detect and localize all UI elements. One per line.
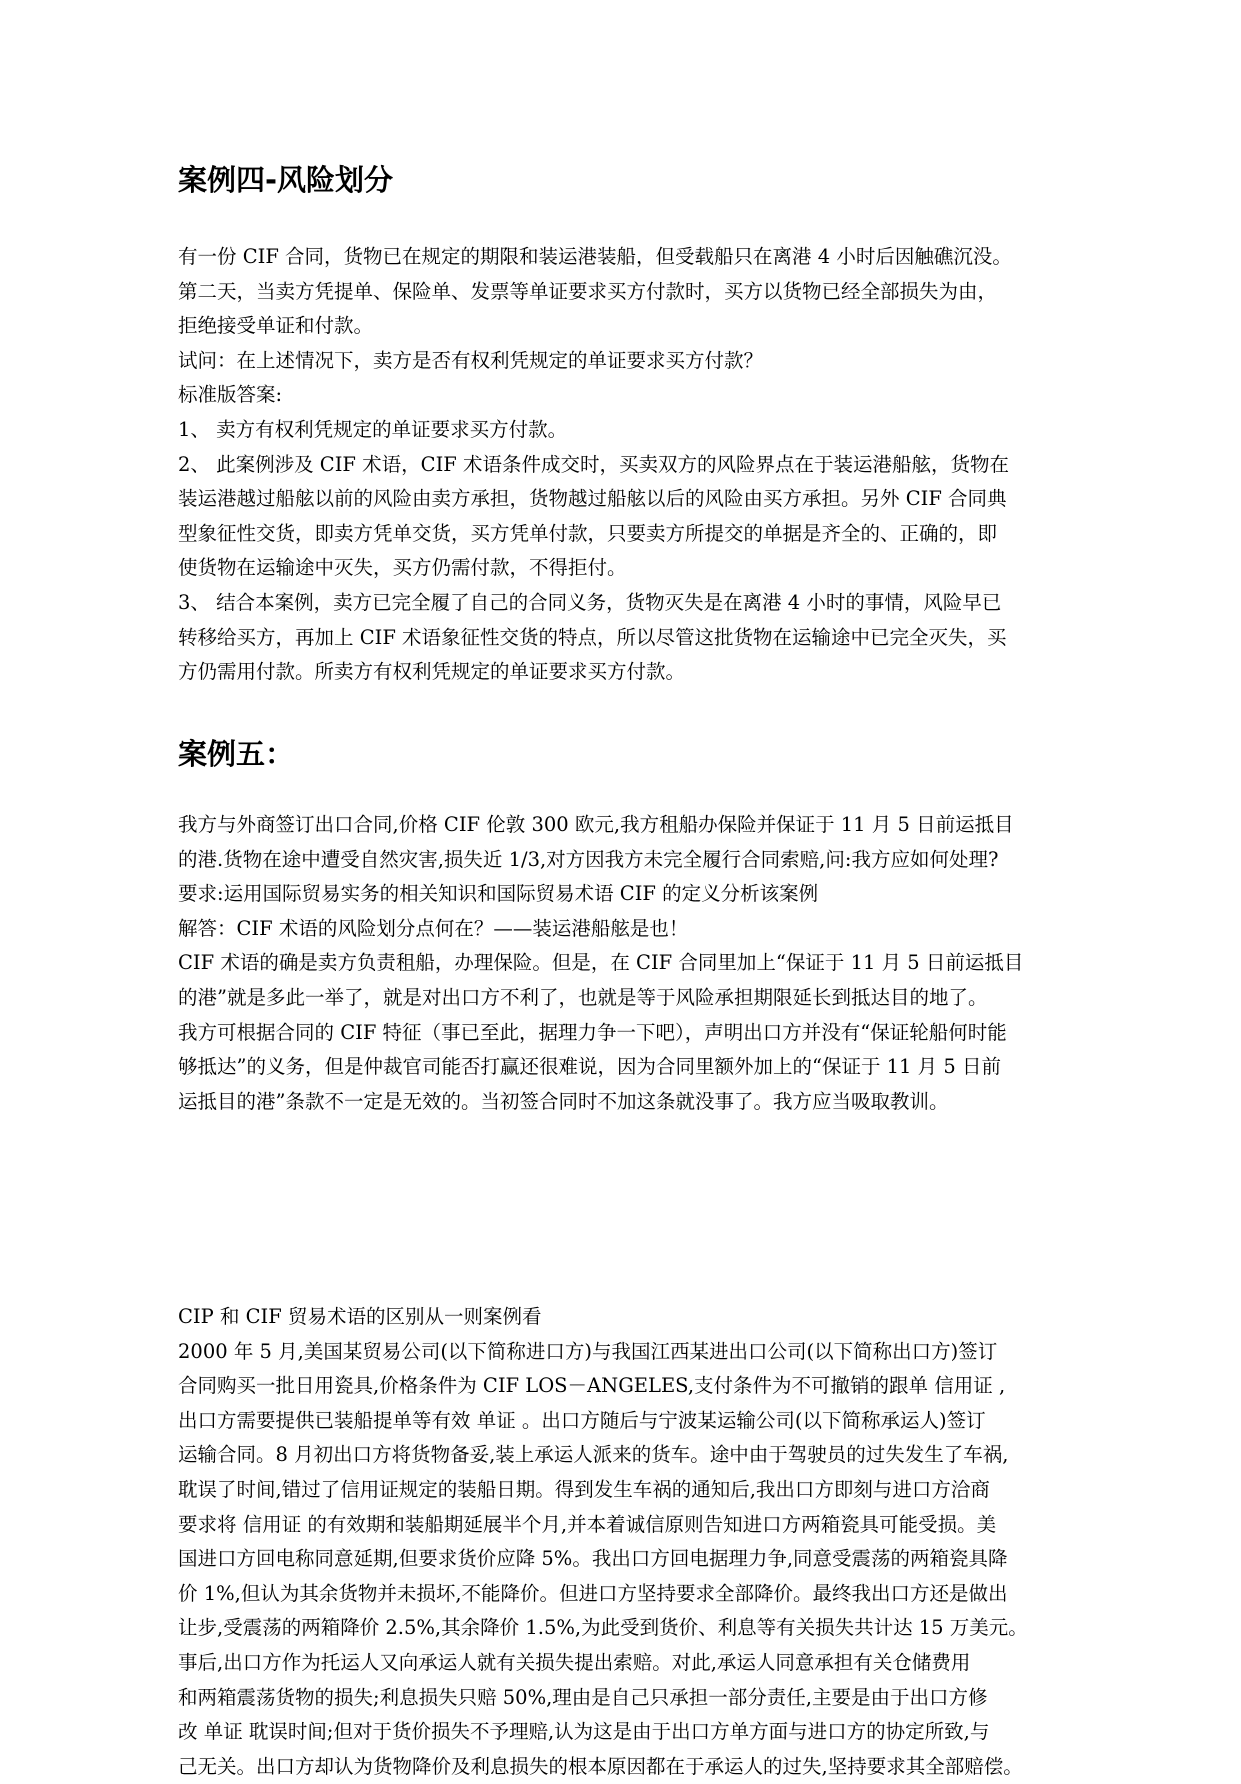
text-line: 第二天，当卖方凭提单、保险单、发票等单证要求买方付款时，买方以货物已经全部损失为由， — [178, 279, 998, 303]
case-four-title: 案例四-风险划分 — [178, 163, 394, 197]
text-line: 价 1%,但认为其余货物并未损坏,不能降价。但进口方坚持要求全部降价。最终我出口方还是做出 — [178, 1581, 1008, 1605]
text-line: 己无关。出口方却认为货物降价及利息损失的根本原因都在于承运人的过失,坚持要求其全部赔偿。 — [178, 1754, 1023, 1778]
text-line: 标准版答案: — [178, 383, 283, 407]
text-line: 耽误了时间,错过了信用证规定的装船日期。得到发生车祸的通知后,我出口方即刻与进口方洽商 — [178, 1477, 990, 1501]
text-line: 国进口方回电称同意延期,但要求货价应降 5%。我出口方回电据理力争,同意受震荡的两箱瓷具降 — [178, 1547, 1008, 1571]
text-line: 改 单证 耽误时间;但对于货价损失不予理赔,认为这是由于出口方单方面与进口方的协定所致,与 — [178, 1720, 990, 1744]
text-line: 运输合同。8 月初出口方将货物备妥,装上承运人派来的货车。途中由于驾驶员的过失发生了车祸, — [178, 1443, 1009, 1467]
text-line: 要求:运用国际贸易实务的相关知识和国际贸易术语 CIF 的定义分析该案例 — [178, 882, 819, 906]
text-line: 让步,受震荡的两箱降价 2.5%,其余降价 1.5%,为此受到货价、利息等有关损失共计达 15 万美元。 — [178, 1616, 1028, 1640]
text-line: 事后,出口方作为托运人又向承运人就有关损失提出索赔。对此,承运人同意承担有关仓储费用 — [178, 1650, 971, 1674]
text-line: 解答：CIF 术语的风险划分点何在？——装运港船舷是也！ — [178, 916, 689, 940]
text-line: 2000 年 5 月,美国某贸易公司(以下简称进口方)与我国江西某进出口公司(以下简称出口方)签订 — [178, 1339, 998, 1363]
text-line: 够抵达”的义务，但是仲裁官司能否打赢还很难说，因为合同里额外加上的“保证于 11 月 5 日前 — [178, 1055, 1001, 1079]
text-line: 3、 结合本案例，卖方已完全履了自己的合同义务，货物灭失是在离港 4 小时的事情，风险早已 — [178, 590, 1002, 614]
text-line: 有一份 CIF 合同，货物已在规定的期限和装运港装船，但受载船只在离港 4 小时后因触礁沉没。 — [178, 245, 1012, 268]
text-line: CIP 和 CIF 贸易术语的区别从一则案例看 — [178, 1305, 542, 1328]
text-line: 的港.货物在途中遭受自然灾害,损失近 1/3,对方因我方未完全履行合同索赔,问:我方应如何处理? — [178, 847, 999, 871]
text-line: 运抵目的港”条款不一定是无效的。当初签合同时不加这条就没事了。我方应当吸取教训。 — [178, 1089, 949, 1113]
case-five-title: 案例五： — [178, 737, 295, 771]
text-line: 出口方需要提供已装船提单等有效 单证 。出口方随后与宁波某运输公司(以下简称承运人)签订 — [178, 1408, 986, 1432]
text-line: 1、 卖方有权利凭规定的单证要求买方付款。 — [178, 417, 568, 441]
text-line: 和两箱震荡货物的损失;利息损失只赔 50%,理由是自己只承担一部分责任,主要是由于出口方修 — [178, 1685, 988, 1709]
text-line: 的港”就是多此一举了，就是对出口方不利了，也就是等于风险承担期限延长到抵达目的地了。 — [178, 985, 988, 1009]
text-line: 我方与外商签订出口合同,价格 CIF 伦敦 300 欧元,我方租船办保险并保证于 11 月 5 日前运抵目 — [178, 813, 1014, 836]
text-line: CIF 术语的确是卖方负责租船，办理保险。但是，在 CIF 合同里加上“保证于 11 月 5 日前运抵目 — [178, 951, 1024, 975]
text-line: 方仍需用付款。所卖方有权利凭规定的单证要求买方付款。 — [178, 660, 686, 684]
text-line: 我方可根据合同的 CIF 特征（事已至此，据理力争一下吧），声明出口方并没有“保证轮船何时能 — [178, 1020, 1007, 1044]
cip-cif-case-body — [178, 1300, 1098, 1784]
text-line: 2、 此案例涉及 CIF 术语，CIF 术语条件成交时，买卖双方的风险界点在于装运港船舷，货物在 — [178, 452, 1010, 476]
text-line: 合同购买一批日用瓷具,价格条件为 CIF LOS－ANGELES,支付条件为不可撤销的跟单 信用证 , — [178, 1374, 1006, 1398]
text-line: 试问：在上述情况下，卖方是否有权利凭规定的单证要求买方付款？ — [178, 348, 764, 372]
text-line: 拒绝接受单证和付款。 — [178, 314, 374, 338]
case-five-body — [178, 808, 1098, 1119]
case-four-body — [178, 240, 1098, 690]
text-line: 装运港越过船舷以前的风险由卖方承担，货物越过船舷以后的风险由买方承担。另外 CIF 合同典 — [178, 487, 1007, 511]
text-line: 使货物在运输途中灭失，买方仍需付款，不得拒付。 — [178, 556, 627, 580]
text-line: 要求将 信用证 的有效期和装船期延展半个月,并本着诚信原则告知进口方两箱瓷具可能受损。美 — [178, 1512, 997, 1536]
text-line: 型象征性交货，即卖方凭单交货，买方凭单付款，只要卖方所提交的单据是齐全的、正确的，即 — [178, 521, 998, 545]
text-line: 转移给买方，再加上 CIF 术语象征性交货的特点，所以尽管这批货物在运输途中已完全灭失，买 — [178, 625, 1007, 649]
